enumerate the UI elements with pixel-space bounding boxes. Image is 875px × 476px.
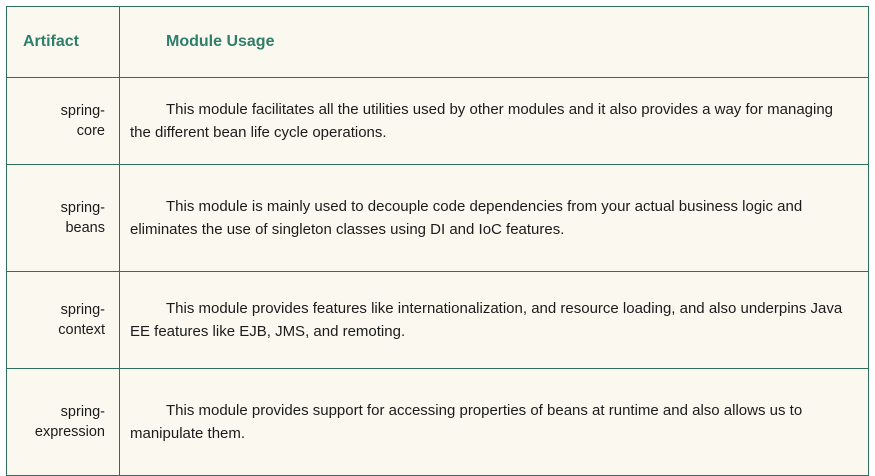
table-body (7, 78, 869, 476)
artifact-name-cell (7, 272, 120, 369)
table-row (7, 165, 869, 272)
table-header-row (7, 7, 869, 78)
artifact-name-line2: core (76, 123, 105, 139)
column-header-artifact: Artifact (7, 7, 120, 78)
module-usage-cell (120, 78, 869, 165)
artifact-name-cell (7, 369, 120, 476)
spring-modules-table (6, 6, 869, 476)
module-usage-text: This module provides support for accessing properties of beans at runtime and also allows us to manipulate them. (130, 402, 803, 442)
artifact-name-line1: spring- (60, 302, 105, 318)
artifact-name-cell (7, 165, 120, 272)
module-usage-cell (120, 165, 869, 272)
artifact-name-line2: context (58, 322, 105, 338)
artifact-name-line1: spring- (60, 103, 105, 119)
artifact-name-line1: spring- (60, 200, 105, 216)
artifact-name-line2: expression (34, 424, 105, 440)
module-usage-cell (120, 369, 869, 476)
table-row (7, 369, 869, 476)
artifact-name-line2: beans (65, 220, 105, 236)
artifact-name-cell (7, 78, 120, 165)
module-usage-text: This module is mainly used to decouple code dependencies from your actual business logic and eliminates the use of singleton classes using DI and IoC features. (130, 198, 803, 238)
column-header-module-usage: Module Usage (120, 7, 869, 78)
module-usage-text: This module facilitates all the utilities used by other modules and it also provides a way for managing the different bean life cycle operations. (130, 101, 834, 141)
table-row (7, 272, 869, 369)
table-header (7, 7, 869, 78)
table-row (7, 78, 869, 165)
artifact-name-line1: spring- (60, 404, 105, 420)
module-usage-text: This module provides features like internationalization, and resource loading, and also underpins Java EE features like EJB, JMS, and remoting. (130, 300, 843, 340)
module-usage-cell (120, 272, 869, 369)
